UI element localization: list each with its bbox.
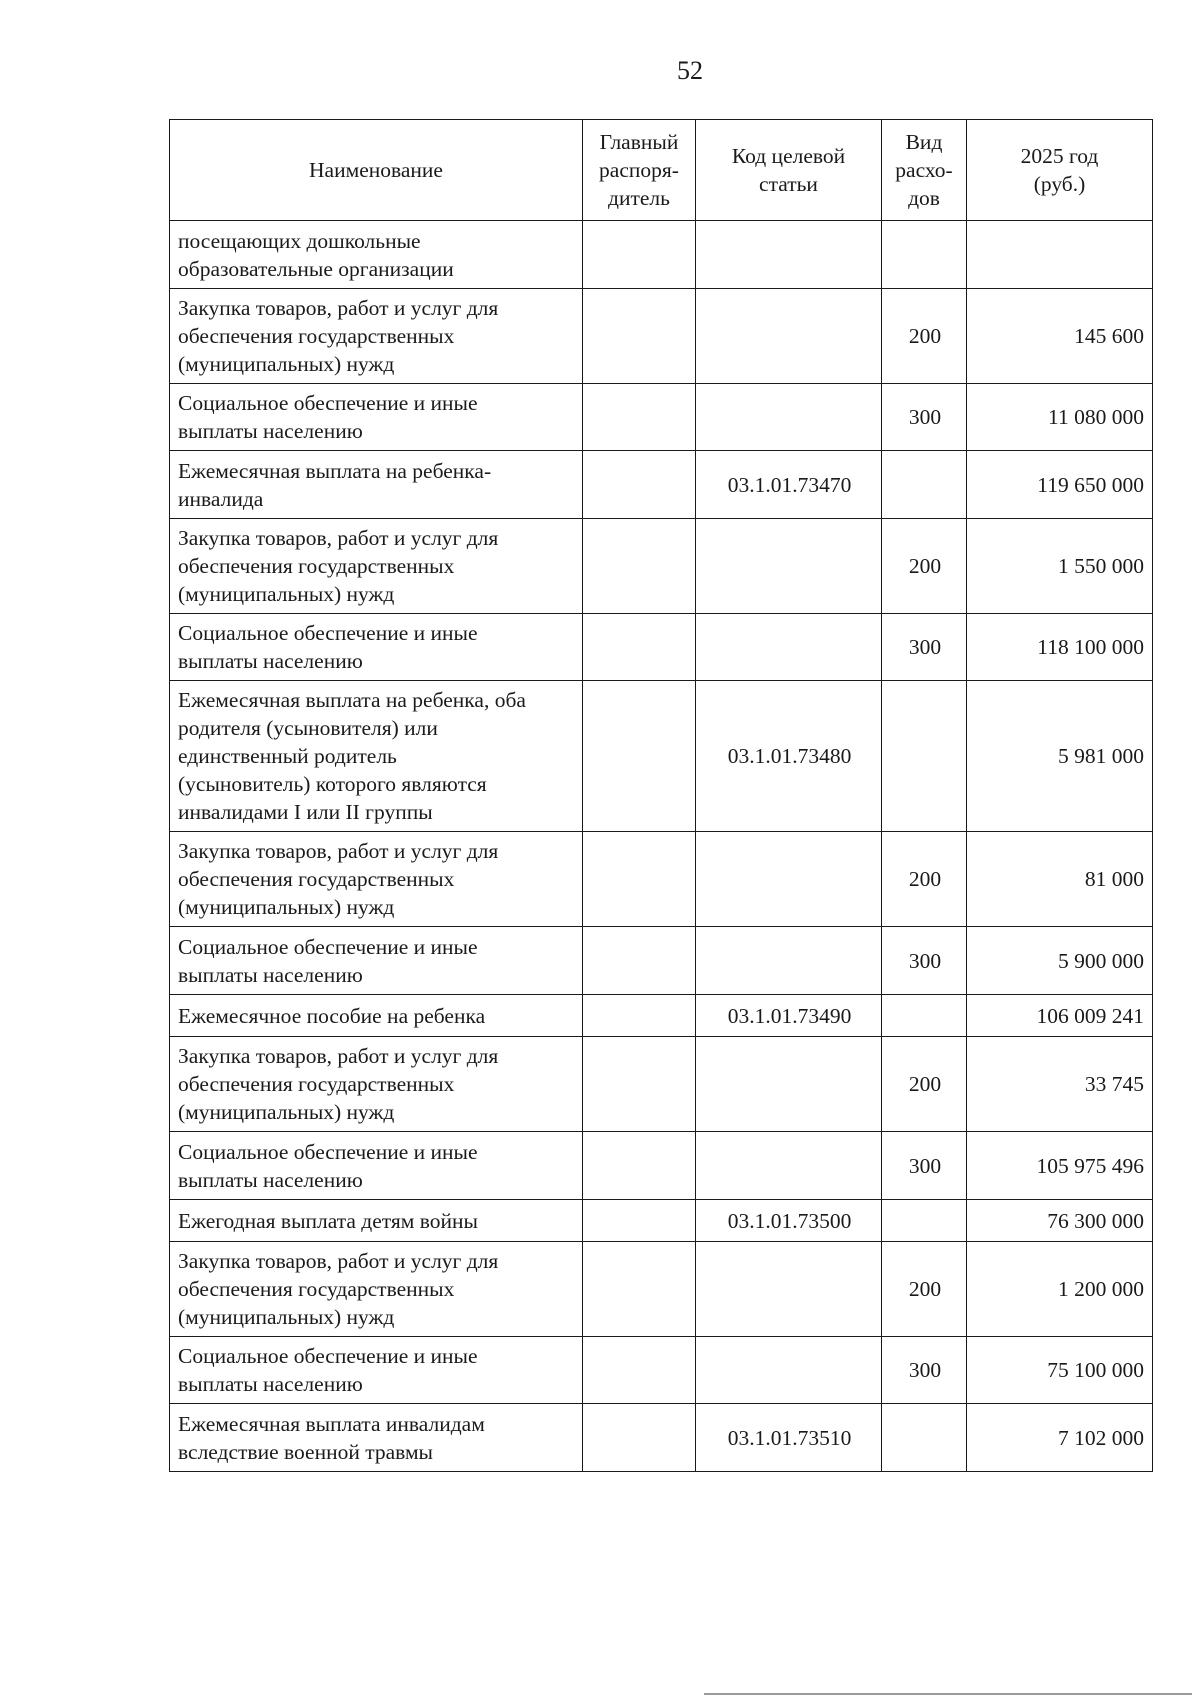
text-line: Код целевой bbox=[731, 144, 846, 168]
cell-amount: 145 600 bbox=[967, 289, 1153, 384]
cell-main-manager bbox=[583, 681, 696, 832]
table-row bbox=[170, 1037, 1153, 1132]
cell-main-manager bbox=[583, 221, 696, 289]
table-row bbox=[170, 384, 1153, 451]
cell-amount: 5 900 000 bbox=[967, 927, 1153, 995]
cell-expense-kind bbox=[882, 995, 967, 1037]
text-line: Закупка товаров, работ и услуг для bbox=[178, 839, 499, 863]
cell-amount: 1 200 000 bbox=[967, 1242, 1153, 1337]
text-line: обеспечения государственных bbox=[178, 1277, 455, 1301]
cell-target-code bbox=[696, 614, 882, 681]
cell-name bbox=[170, 1132, 583, 1200]
cell-name bbox=[170, 1200, 583, 1242]
text-line: 2025 год bbox=[1020, 144, 1099, 168]
text-line: Ежегодная выплата детям войны bbox=[178, 1208, 478, 1233]
cell-target-code bbox=[696, 221, 882, 289]
cell-expense-kind: 300 bbox=[882, 1132, 967, 1200]
cell-target-code bbox=[696, 289, 882, 384]
table-body bbox=[170, 221, 1153, 1472]
header-name bbox=[170, 120, 583, 221]
cell-amount: 11 080 000 bbox=[967, 384, 1153, 451]
cell-name bbox=[170, 1404, 583, 1472]
cell-expense-kind: 200 bbox=[882, 1037, 967, 1132]
cell-amount: 81 000 bbox=[967, 832, 1153, 927]
text-line: Ежемесячная выплата инвалидам bbox=[178, 1411, 485, 1436]
text-line: выплаты населению bbox=[178, 962, 363, 987]
table-row bbox=[170, 221, 1153, 289]
cell-expense-kind bbox=[882, 1404, 967, 1472]
table-row bbox=[170, 927, 1153, 995]
cell-amount: 105 975 496 bbox=[967, 1132, 1153, 1200]
text-line: (муниципальных) нужд bbox=[178, 1100, 395, 1124]
cell-main-manager bbox=[583, 1404, 696, 1472]
text-line: Закупка товаров, работ и услуг для bbox=[178, 296, 499, 320]
text-line: (усыновитель) которого являются bbox=[178, 772, 487, 796]
cell-expense-kind: 300 bbox=[882, 384, 967, 451]
text-line: (муниципальных) нужд bbox=[178, 352, 395, 376]
header-target-code bbox=[696, 120, 882, 221]
cell-expense-kind bbox=[882, 221, 967, 289]
text-line: посещающих дошкольные bbox=[178, 228, 421, 253]
cell-main-manager bbox=[583, 1037, 696, 1132]
budget-table bbox=[169, 119, 1153, 1472]
text-line: Социальное обеспечение и иные bbox=[178, 391, 478, 415]
text-line: расхо- bbox=[895, 158, 953, 182]
cell-main-manager bbox=[583, 614, 696, 681]
cell-main-manager bbox=[583, 1242, 696, 1337]
cell-main-manager bbox=[583, 384, 696, 451]
text-line: дов bbox=[908, 186, 940, 210]
text-line: родителя (усыновителя) или bbox=[178, 716, 438, 740]
cell-main-manager bbox=[583, 995, 696, 1037]
table-row bbox=[170, 1200, 1153, 1242]
cell-name bbox=[170, 1337, 583, 1404]
text-line: (муниципальных) нужд bbox=[178, 1305, 395, 1329]
cell-target-code bbox=[696, 384, 882, 451]
cell-name bbox=[170, 519, 583, 614]
cell-main-manager bbox=[583, 832, 696, 927]
cell-main-manager bbox=[583, 519, 696, 614]
table-row bbox=[170, 614, 1153, 681]
cell-name bbox=[170, 995, 583, 1037]
text-line: выплаты населению bbox=[178, 1167, 363, 1192]
cell-expense-kind bbox=[882, 1200, 967, 1242]
header-amount-2025 bbox=[967, 120, 1153, 221]
text-line: вследствие военной травмы bbox=[178, 1439, 433, 1464]
cell-expense-kind bbox=[882, 681, 967, 832]
cell-main-manager bbox=[583, 1200, 696, 1242]
cell-main-manager bbox=[583, 289, 696, 384]
cell-target-code bbox=[696, 832, 882, 927]
cell-target-code bbox=[696, 1337, 882, 1404]
cell-expense-kind: 300 bbox=[882, 927, 967, 995]
text-line: (муниципальных) нужд bbox=[178, 582, 395, 606]
cell-name bbox=[170, 614, 583, 681]
table-row bbox=[170, 1337, 1153, 1404]
scan-edge-line bbox=[704, 1693, 1192, 1695]
table-row bbox=[170, 681, 1153, 832]
page-number: 52 bbox=[677, 56, 703, 85]
text-line: единственный родитель bbox=[178, 744, 397, 768]
table-row bbox=[170, 832, 1153, 927]
cell-amount: 7 102 000 bbox=[967, 1404, 1153, 1472]
text-line: Социальное обеспечение и иные bbox=[178, 1139, 478, 1164]
text-line: Социальное обеспечение и иные bbox=[178, 934, 478, 959]
cell-target-code: 03.1.01.73500 bbox=[696, 1200, 882, 1242]
cell-target-code bbox=[696, 519, 882, 614]
cell-main-manager bbox=[583, 1132, 696, 1200]
cell-target-code: 03.1.01.73490 bbox=[696, 995, 882, 1037]
cell-expense-kind: 300 bbox=[882, 614, 967, 681]
text-line: выплаты населению bbox=[178, 649, 363, 673]
text-line: Ежемесячная выплата на ребенка, оба bbox=[178, 688, 526, 712]
text-line: обеспечения государственных bbox=[178, 554, 455, 578]
cell-name bbox=[170, 221, 583, 289]
cell-amount: 75 100 000 bbox=[967, 1337, 1153, 1404]
cell-target-code: 03.1.01.73480 bbox=[696, 681, 882, 832]
cell-main-manager bbox=[583, 451, 696, 519]
header-expense-kind bbox=[882, 120, 967, 221]
text-line: Закупка товаров, работ и услуг для bbox=[178, 1249, 499, 1273]
cell-amount: 33 745 bbox=[967, 1037, 1153, 1132]
cell-main-manager bbox=[583, 1337, 696, 1404]
text-line: выплаты населению bbox=[178, 1372, 363, 1396]
text-line: Закупка товаров, работ и услуг для bbox=[178, 1044, 499, 1068]
text-line: Ежемесячное пособие на ребенка bbox=[178, 1003, 486, 1028]
cell-amount bbox=[967, 221, 1153, 289]
text-line: инвалидами I или II группы bbox=[178, 800, 433, 824]
text-line: статьи bbox=[759, 172, 818, 196]
text-line: Ежемесячная выплата на ребенка- bbox=[178, 458, 492, 483]
table-row bbox=[170, 1132, 1153, 1200]
cell-amount: 106 009 241 bbox=[967, 995, 1153, 1037]
table-row bbox=[170, 451, 1153, 519]
text-line: Вид bbox=[905, 130, 943, 154]
cell-name bbox=[170, 927, 583, 995]
cell-expense-kind: 200 bbox=[882, 832, 967, 927]
cell-name bbox=[170, 384, 583, 451]
table-row bbox=[170, 1242, 1153, 1337]
cell-name bbox=[170, 832, 583, 927]
cell-target-code bbox=[696, 1037, 882, 1132]
text-line: Главный bbox=[599, 130, 679, 154]
table-row bbox=[170, 995, 1153, 1037]
text-line: инвалида bbox=[178, 486, 264, 511]
table-row bbox=[170, 289, 1153, 384]
cell-expense-kind: 200 bbox=[882, 519, 967, 614]
cell-amount: 119 650 000 bbox=[967, 451, 1153, 519]
text-line: Социальное обеспечение и иные bbox=[178, 1344, 478, 1368]
cell-amount: 1 550 000 bbox=[967, 519, 1153, 614]
text-line: обеспечения государственных bbox=[178, 867, 455, 891]
cell-name bbox=[170, 1242, 583, 1337]
text-line: Наименование bbox=[309, 158, 443, 182]
cell-target-code: 03.1.01.73470 bbox=[696, 451, 882, 519]
cell-main-manager bbox=[583, 927, 696, 995]
text-line: обеспечения государственных bbox=[178, 324, 455, 348]
header-main-manager bbox=[583, 120, 696, 221]
text-line: образовательные организации bbox=[178, 256, 454, 281]
text-line: (руб.) bbox=[1033, 172, 1086, 196]
text-line: (муниципальных) нужд bbox=[178, 895, 395, 919]
cell-amount: 5 981 000 bbox=[967, 681, 1153, 832]
cell-name bbox=[170, 681, 583, 832]
cell-target-code bbox=[696, 927, 882, 995]
cell-expense-kind: 300 bbox=[882, 1337, 967, 1404]
text-line: Социальное обеспечение и иные bbox=[178, 621, 478, 645]
text-line: Закупка товаров, работ и услуг для bbox=[178, 526, 499, 550]
table-header-row bbox=[170, 120, 1153, 221]
cell-name bbox=[170, 289, 583, 384]
cell-expense-kind: 200 bbox=[882, 1242, 967, 1337]
text-line: дитель bbox=[608, 186, 670, 210]
cell-amount: 76 300 000 bbox=[967, 1200, 1153, 1242]
table-row bbox=[170, 519, 1153, 614]
cell-amount: 118 100 000 bbox=[967, 614, 1153, 681]
text-line: обеспечения государственных bbox=[178, 1072, 455, 1096]
text-line: выплаты населению bbox=[178, 419, 363, 443]
text-line: распоря- bbox=[599, 158, 679, 182]
cell-target-code bbox=[696, 1242, 882, 1337]
cell-expense-kind: 200 bbox=[882, 289, 967, 384]
cell-name bbox=[170, 451, 583, 519]
cell-target-code: 03.1.01.73510 bbox=[696, 1404, 882, 1472]
table-row bbox=[170, 1404, 1153, 1472]
cell-name bbox=[170, 1037, 583, 1132]
cell-target-code bbox=[696, 1132, 882, 1200]
cell-expense-kind bbox=[882, 451, 967, 519]
